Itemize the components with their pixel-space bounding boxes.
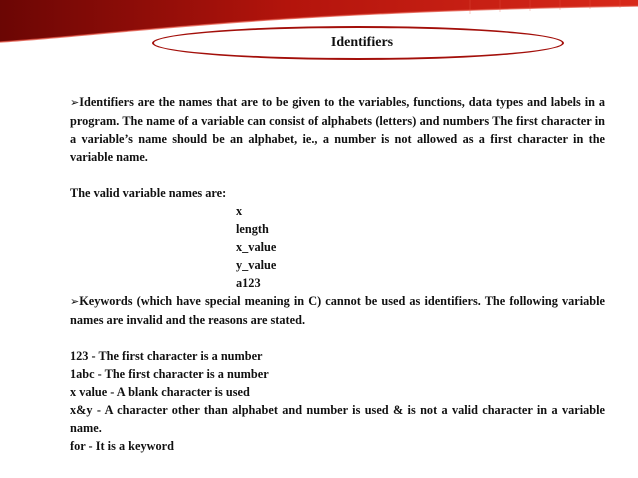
slide-content bbox=[70, 93, 605, 455]
header-banner bbox=[0, 0, 638, 62]
title-oval bbox=[152, 26, 564, 60]
valid-name-item: x_value bbox=[236, 240, 277, 254]
valid-name-item: x bbox=[236, 204, 243, 218]
invalid-example-item: x&y - A character other than alphabet and number is used & is not a valid character in a variable name. bbox=[70, 403, 605, 435]
invalid-example-item: x value - A blank character is used bbox=[70, 385, 250, 399]
arrowhead-bullet-icon: ➢ bbox=[70, 96, 80, 109]
valid-name-item: length bbox=[236, 222, 269, 236]
invalid-example-item: for - It is a keyword bbox=[70, 439, 174, 453]
paragraph-identifiers: ➢Identifiers are the names that are to be given to the variables, functions, data types and labels in a program. The name of a variable can consist of alphabets (letters) and numbers The first character in a variable’s name should be an alphabet, ie., a number is not allowed as a first character in the variable name. bbox=[70, 95, 605, 164]
arrowhead-bullet-icon: ➢ bbox=[70, 295, 80, 308]
valid-name-item: y_value bbox=[236, 258, 277, 272]
valid-names-list bbox=[70, 202, 605, 292]
invalid-example-item: 1abc - The first character is a number bbox=[70, 367, 269, 381]
valid-heading: The valid variable names are: bbox=[70, 186, 227, 200]
invalid-examples-list bbox=[70, 347, 605, 455]
valid-name-item: a123 bbox=[236, 276, 261, 290]
paragraph-keywords: ➢Keywords (which have special meaning in C) cannot be used as identifiers. The following variable names are invalid and the reasons are stated. bbox=[70, 294, 605, 327]
page-title: Identifiers bbox=[330, 35, 394, 50]
invalid-example-item: 123 - The first character is a number bbox=[70, 349, 263, 363]
